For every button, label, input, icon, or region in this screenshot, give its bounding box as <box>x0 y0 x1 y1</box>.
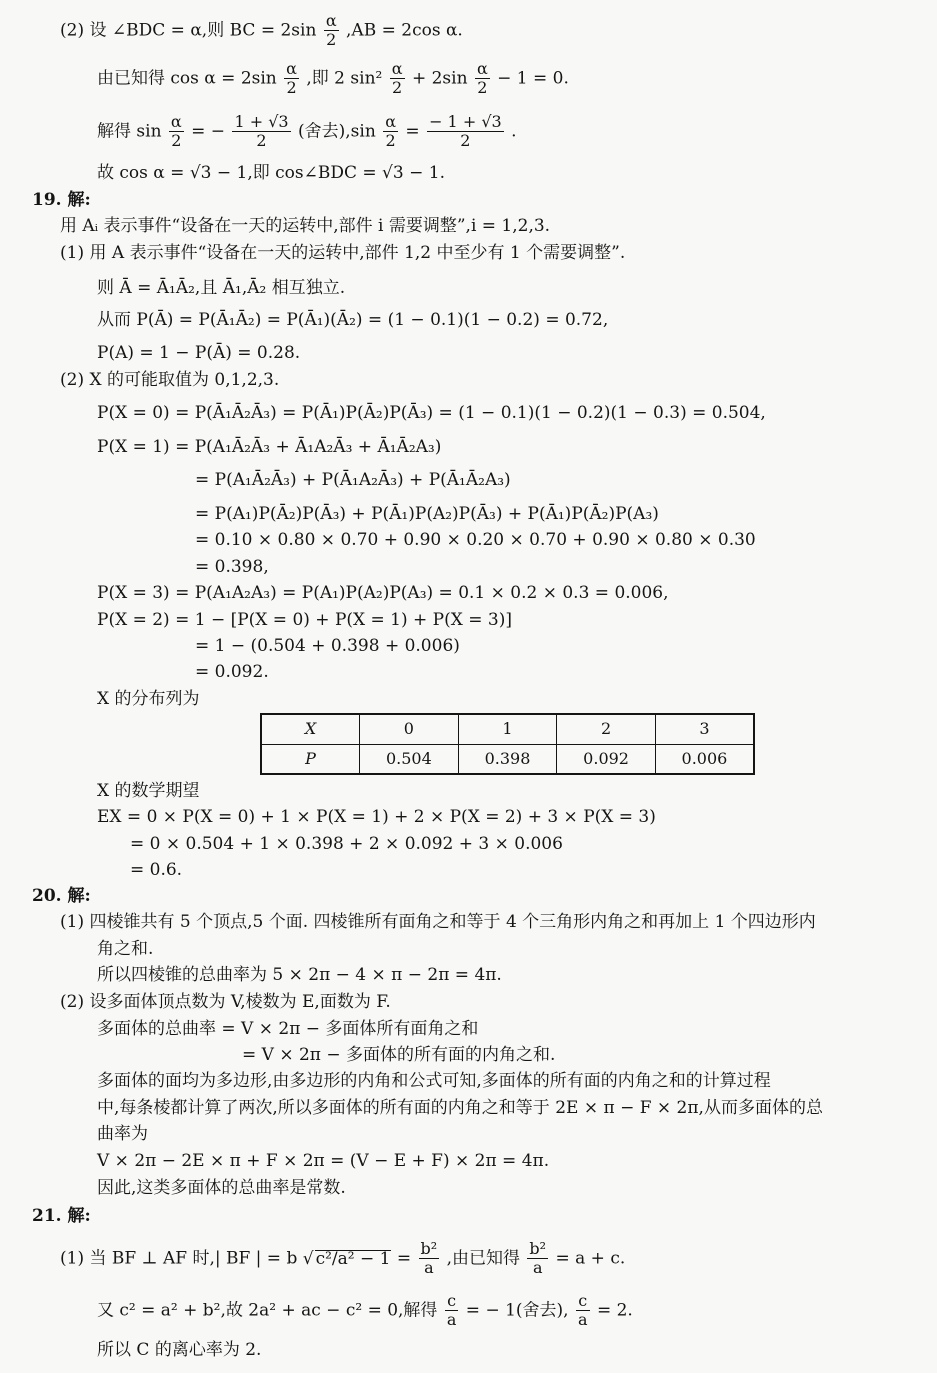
den: a <box>424 1258 434 1278</box>
num: α <box>385 112 396 131</box>
text: (舍去),sin <box>298 121 376 142</box>
s20-line4: (2) 设多面体顶点数为 V,棱数为 E,面数为 F. <box>60 992 391 1012</box>
num: c <box>445 1292 459 1311</box>
s20-line3: 所以四棱锥的总曲率为 5 × 2π − 4 × π − 2π = 4π. <box>97 965 502 985</box>
s19-line18: X 的数学期望 <box>97 781 200 801</box>
s20-line11: 因此,这类多面体的总曲率是常数. <box>97 1178 346 1198</box>
text: 由已知得 cos α = 2sin <box>97 68 277 89</box>
den: 2 <box>326 30 337 50</box>
text: 又 c² = a² + b²,故 2a² + ac − c² = 0,解得 <box>97 1300 438 1321</box>
table-cell: P <box>261 744 360 774</box>
den: 2 <box>385 131 396 151</box>
s20-line8: 中,每条棱都计算了两次,所以多面体的所有面的内角之和等于 2E × π − F × 2π,从而多面体的总 <box>97 1098 823 1118</box>
s19-line7: P(X = 0) = P(Ā₁Ā₂Ā₃) = P(Ā₁)P(Ā₂)P(Ā₃) = (1 − 0.1)(1 − 0.2)(1 − 0.3) = 0.504, <box>97 403 766 423</box>
table-cell: 0 <box>360 714 459 744</box>
s21-line2 <box>97 1292 633 1330</box>
num: α <box>170 112 182 131</box>
text: = − 1(舍去), <box>465 1300 569 1321</box>
den: a <box>532 1258 543 1278</box>
table-cell: 2 <box>557 714 656 744</box>
s19-line10: = P(A₁)P(Ā₂)P(Ā₃) + P(Ā₁)P(A₂)P(Ā₃) + P(Ā₁)P(Ā₂)P(A₃) <box>195 504 659 524</box>
s20-line6: = V × 2π − 多面体的所有面的内角之和. <box>242 1045 556 1065</box>
s18-line3 <box>97 113 517 151</box>
num: b² <box>529 1239 547 1258</box>
table-cell: 0.504 <box>360 744 459 774</box>
s18-line1 <box>60 12 463 50</box>
num: − 1 + √3 <box>429 112 502 131</box>
fraction <box>284 60 299 98</box>
s18-line4: 故 cos α = √3 − 1,即 cos∠BDC = √3 − 1. <box>97 163 445 183</box>
num: b² <box>420 1239 438 1258</box>
s19-line21: = 0.6. <box>130 860 183 880</box>
text: 解得 sin <box>97 121 162 142</box>
s20-line2: 角之和. <box>97 939 154 959</box>
fraction <box>390 60 405 98</box>
table-cell: 3 <box>655 714 754 744</box>
s19-line16: = 0.092. <box>195 662 269 682</box>
s19-line8: P(X = 1) = P(A₁Ā₂Ā₃ + Ā₁A₂Ā₃ + Ā₁Ā₂A₃) <box>97 437 442 457</box>
num: α <box>391 59 403 78</box>
s19-heading: 19. 解: <box>32 190 91 210</box>
s21-line3: 所以 C 的离心率为 2. <box>97 1340 262 1360</box>
num: 1 + √3 <box>234 112 289 131</box>
den: 2 <box>171 131 182 151</box>
s19-line20: = 0 × 0.504 + 1 × 0.398 + 2 × 0.092 + 3 × 0.006 <box>130 834 563 854</box>
den: 2 <box>460 131 471 151</box>
s19-line12: = 0.398, <box>195 557 269 577</box>
table-row <box>261 714 754 744</box>
text: (2) 设 ∠BDC = α,则 BC = 2sin <box>60 20 317 41</box>
den: 2 <box>392 78 403 98</box>
table-cell: 0.092 <box>557 744 656 774</box>
s19-line3: 则 Ā = Ā₁Ā₂,且 Ā₁,Ā₂ 相互独立. <box>97 278 346 298</box>
s21-line1 <box>60 1240 625 1278</box>
sqrt-radical: √ c²/a² − 1 <box>302 1248 391 1269</box>
s19-line15: = 1 − (0.504 + 0.398 + 0.006) <box>195 636 460 656</box>
text: + 2sin <box>411 68 468 89</box>
fraction <box>419 1240 440 1278</box>
s19-line11: = 0.10 × 0.80 × 0.70 + 0.90 × 0.20 × 0.70 + 0.90 × 0.80 × 0.30 <box>195 530 756 550</box>
text: = <box>405 121 420 142</box>
s19-line17: X 的分布列为 <box>97 689 200 709</box>
text: = <box>396 1248 412 1269</box>
s19-line19: EX = 0 × P(X = 0) + 1 × P(X = 1) + 2 × P(X = 2) + 3 × P(X = 3) <box>97 807 656 827</box>
fraction <box>527 1240 548 1278</box>
distribution-table <box>260 713 755 775</box>
text: = 2. <box>596 1300 633 1321</box>
table-cell: X <box>261 714 360 744</box>
num: α <box>325 11 337 30</box>
den: a <box>577 1310 588 1330</box>
fraction <box>169 113 184 151</box>
s19-line6: (2) X 的可能取值为 0,1,2,3. <box>60 370 280 390</box>
table-cell: 1 <box>458 714 557 744</box>
text: . <box>511 121 517 142</box>
text: ,AB = 2cos α. <box>346 20 463 41</box>
s20-line5: 多面体的总曲率 = V × 2π − 多面体所有面角之和 <box>97 1019 479 1039</box>
fraction <box>445 1292 459 1330</box>
fraction <box>576 1292 590 1330</box>
fraction <box>427 113 504 151</box>
s20-line7: 多面体的面均为多边形,由多边形的内角和公式可知,多面体的所有面的内角之和的计算过程 <box>97 1071 771 1091</box>
den: 2 <box>286 78 297 98</box>
s18-line2 <box>97 60 569 98</box>
fraction <box>324 12 339 50</box>
den: a <box>446 1310 457 1330</box>
text: ,由已知得 <box>446 1248 521 1269</box>
s21-heading: 21. 解: <box>32 1206 91 1226</box>
num: c <box>576 1292 590 1311</box>
table-cell: 0.006 <box>655 744 754 774</box>
fraction <box>232 113 290 151</box>
num: α <box>286 59 297 78</box>
text: (1) 当 BF ⊥ AF 时,| BF | = b <box>60 1248 298 1269</box>
radicand: c²/a² − 1 <box>315 1248 391 1269</box>
s20-line9: 曲率为 <box>97 1124 148 1144</box>
s19-line13: P(X = 3) = P(A₁A₂A₃) = P(A₁)P(A₂)P(A₃) = 0.1 × 0.2 × 0.3 = 0.006, <box>97 583 669 603</box>
den: 2 <box>256 131 267 151</box>
s20-line10: V × 2π − 2E × π + F × 2π = (V − E + F) × 2π = 4π. <box>97 1151 550 1171</box>
s19-line9: = P(A₁Ā₂Ā₃) + P(Ā₁A₂Ā₃) + P(Ā₁Ā₂A₃) <box>195 470 511 490</box>
s20-heading: 20. 解: <box>32 886 91 906</box>
s20-line1: (1) 四棱锥共有 5 个顶点,5 个面. 四棱锥所有面角之和等于 4 个三角形内角之和再加上 1 个四边形内 <box>60 912 816 932</box>
num: α <box>476 59 488 78</box>
s19-line4: 从而 P(Ā) = P(Ā₁Ā₂) = P(Ā₁)(Ā₂) = (1 − 0.1)(1 − 0.2) = 0.72, <box>97 310 609 330</box>
den: 2 <box>477 78 488 98</box>
table-cell: 0.398 <box>458 744 557 774</box>
text: = − <box>191 121 226 142</box>
s19-line1: 用 Aᵢ 表示事件“设备在一天的运转中,部件 i 需要调整”,i = 1,2,3. <box>60 216 551 236</box>
s19-line2: (1) 用 A 表示事件“设备在一天的运转中,部件 1,2 中至少有 1 个需要调整”. <box>60 243 626 263</box>
text: = a + c. <box>555 1248 626 1269</box>
fraction <box>383 113 398 151</box>
fraction <box>475 60 490 98</box>
s19-line5: P(A) = 1 − P(Ā) = 0.28. <box>97 343 301 363</box>
table-row <box>261 744 754 774</box>
text: ,即 2 sin² <box>306 68 388 89</box>
text: − 1 = 0. <box>497 68 569 89</box>
s19-line14: P(X = 2) = 1 − [P(X = 0) + P(X = 1) + P(X = 3)] <box>97 610 512 630</box>
